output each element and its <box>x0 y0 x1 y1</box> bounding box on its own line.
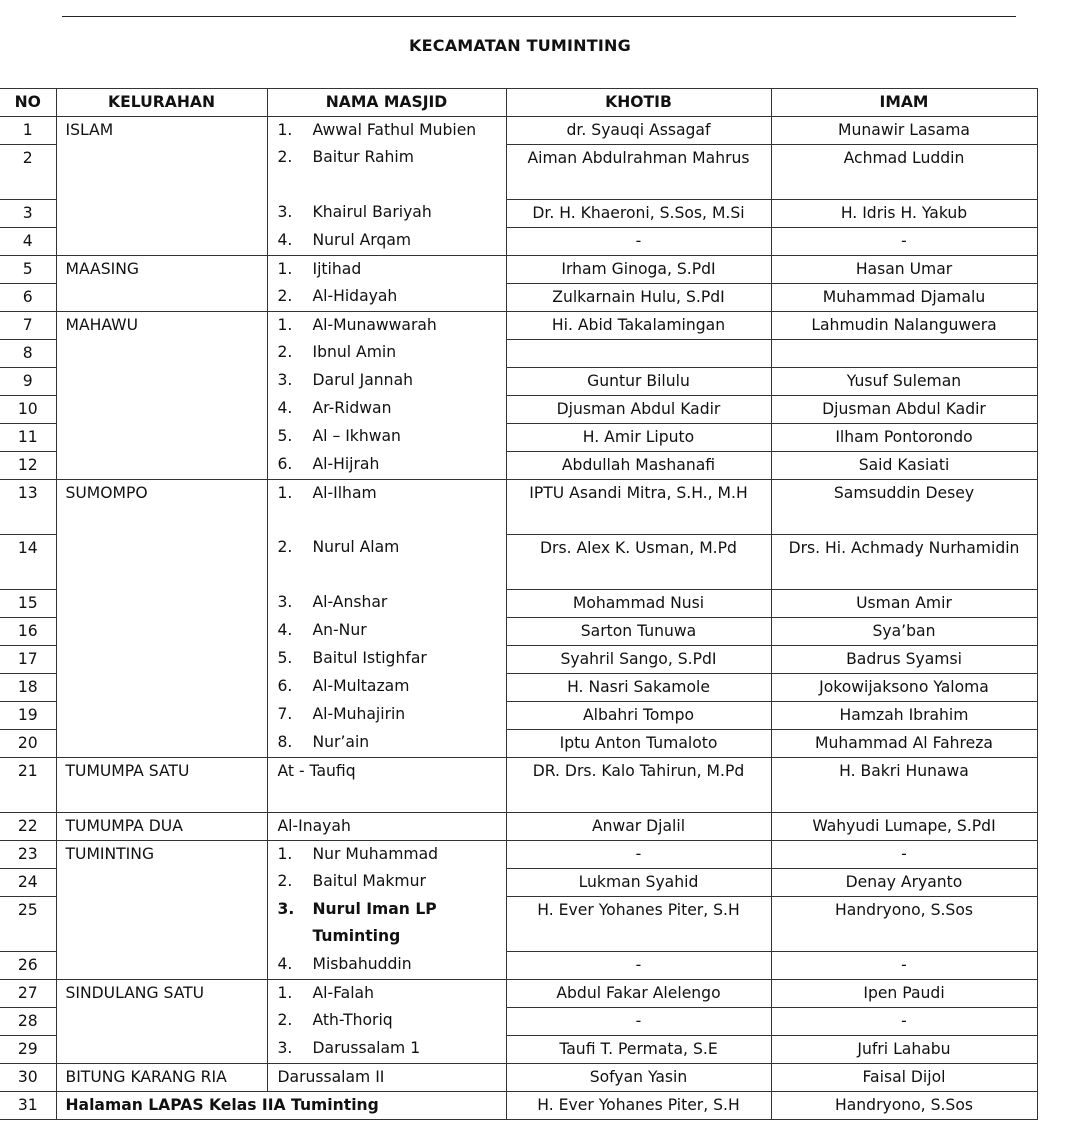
row-number: 3 <box>0 199 56 227</box>
masjid-cell <box>267 701 506 729</box>
masjid-number: 3. <box>277 900 295 918</box>
khotib-cell: Zulkarnain Hulu, S.PdI <box>506 283 771 311</box>
masjid-cell <box>267 951 506 979</box>
kelurahan-cell <box>56 896 267 951</box>
masjid-name: Darussalam II <box>277 1067 385 1086</box>
masjid-cell <box>267 199 506 227</box>
kelurahan-cell <box>56 283 267 311</box>
masjid-cell <box>267 1063 506 1091</box>
masjid-name: Al-Anshar <box>312 593 388 611</box>
row-number: 6 <box>0 283 56 311</box>
masjid-number: 3. <box>277 593 293 611</box>
kelurahan-cell: SINDULANG SATU <box>56 979 267 1007</box>
masjid-number: 2. <box>277 287 293 305</box>
table-row <box>0 1063 1037 1091</box>
masjid-cell <box>267 339 506 367</box>
masjid-name: Al-Multazam <box>312 677 410 695</box>
imam-cell: Muhammad Al Fahreza <box>771 729 1037 757</box>
masjid-cell <box>267 395 506 423</box>
table-row <box>0 227 1037 255</box>
masjid-cell <box>267 423 506 451</box>
kelurahan-cell: MAHAWU <box>56 311 267 339</box>
masjid-number: 6. <box>277 455 293 473</box>
masjid-cell <box>267 979 506 1007</box>
masjid-cell <box>267 534 506 589</box>
table-row <box>0 451 1037 479</box>
kelurahan-cell: SUMOMPO <box>56 479 267 534</box>
masjid-name: Nur’ain <box>312 733 370 751</box>
masjid-cell <box>267 116 506 144</box>
khotib-cell: Guntur Bilulu <box>506 367 771 395</box>
masjid-name: Nurul Alam <box>312 538 400 556</box>
masjid-name: Al – Ikhwan <box>312 427 401 445</box>
kelurahan-cell: TUMUMPA SATU <box>56 757 267 812</box>
imam-cell <box>771 339 1037 367</box>
imam-cell: Jufri Lahabu <box>771 1035 1037 1063</box>
masjid-cell <box>267 227 506 255</box>
imam-cell: Ilham Pontorondo <box>771 423 1037 451</box>
row-number: 30 <box>0 1063 56 1091</box>
row-number: 14 <box>0 534 56 589</box>
kelurahan-cell <box>56 868 267 896</box>
table-row <box>0 645 1037 673</box>
imam-cell: - <box>771 227 1037 255</box>
table-row <box>0 757 1037 812</box>
row-number: 13 <box>0 479 56 534</box>
kelurahan-cell <box>56 339 267 367</box>
table-row <box>0 283 1037 311</box>
masjid-name: Baitur Rahim <box>312 148 414 166</box>
imam-cell: Lahmudin Nalanguwera <box>771 311 1037 339</box>
header-nama-masjid: NAMA MASJID <box>267 89 506 117</box>
khotib-cell: Mohammad Nusi <box>506 589 771 617</box>
row-number: 21 <box>0 757 56 812</box>
khotib-cell: Albahri Tompo <box>506 701 771 729</box>
masjid-cell <box>267 311 506 339</box>
row-number: 17 <box>0 645 56 673</box>
imam-cell: Said Kasiati <box>771 451 1037 479</box>
masjid-number: 5. <box>277 649 293 667</box>
masjid-cell <box>267 812 506 840</box>
khotib-cell: Anwar Djalil <box>506 812 771 840</box>
khotib-cell: Hi. Abid Takalamingan <box>506 311 771 339</box>
masjid-name: Ijtihad <box>312 259 362 278</box>
masjid-cell <box>267 617 506 645</box>
kelurahan-cell <box>56 673 267 701</box>
table-body <box>0 116 1037 1119</box>
table-row <box>0 339 1037 367</box>
row-number: 8 <box>0 339 56 367</box>
khotib-cell: Syahril Sango, S.PdI <box>506 645 771 673</box>
khotib-cell: - <box>506 227 771 255</box>
table-row <box>0 367 1037 395</box>
masjid-cell <box>267 645 506 673</box>
khotib-cell: - <box>506 1007 771 1035</box>
row-number: 5 <box>0 255 56 283</box>
khotib-cell: Sofyan Yasin <box>506 1063 771 1091</box>
row-number: 7 <box>0 311 56 339</box>
masjid-cell <box>267 451 506 479</box>
row-number: 24 <box>0 868 56 896</box>
table-row <box>0 116 1037 144</box>
masjid-number: 3. <box>277 1039 293 1057</box>
khotib-cell: - <box>506 951 771 979</box>
imam-cell: H. Idris H. Yakub <box>771 199 1037 227</box>
khotib-cell: H. Nasri Sakamole <box>506 673 771 701</box>
masjid-number: 3. <box>277 203 293 221</box>
imam-cell: Muhammad Djamalu <box>771 283 1037 311</box>
masjid-name: Nurul Arqam <box>312 231 412 249</box>
kelurahan-cell <box>56 1035 267 1063</box>
masjid-name: Al-Falah <box>312 983 374 1002</box>
masjid-number: 3. <box>277 371 293 389</box>
masjid-cell <box>267 479 506 534</box>
table-header-row <box>0 89 1037 117</box>
masjid-number: 2. <box>277 343 293 361</box>
kelurahan-cell: TUMUMPA DUA <box>56 812 267 840</box>
imam-cell: Jokowijaksono Yaloma <box>771 673 1037 701</box>
masjid-name: Nur Muhammad <box>312 844 439 863</box>
khotib-cell: Abdullah Mashanafi <box>506 451 771 479</box>
masjid-number: 1. <box>277 120 293 139</box>
imam-cell: Ipen Paudi <box>771 979 1037 1007</box>
row-number: 4 <box>0 227 56 255</box>
row-number: 18 <box>0 673 56 701</box>
table-row <box>0 395 1037 423</box>
imam-cell: Achmad Luddin <box>771 144 1037 199</box>
kelurahan-cell <box>56 199 267 227</box>
kelurahan-cell <box>56 227 267 255</box>
masjid-number: 8. <box>277 733 293 751</box>
masjid-number: 5. <box>277 427 293 445</box>
masjid-number: 4. <box>277 955 293 973</box>
row-number: 31 <box>0 1091 56 1119</box>
table-row <box>0 199 1037 227</box>
table-row <box>0 951 1037 979</box>
khotib-cell: Lukman Syahid <box>506 868 771 896</box>
row-number: 19 <box>0 701 56 729</box>
masjid-name: Darussalam 1 <box>312 1039 421 1057</box>
masjid-number: 2. <box>277 1011 293 1029</box>
masjid-name: Al-Hijrah <box>312 455 380 473</box>
masjid-cell <box>267 757 506 812</box>
row-number: 16 <box>0 617 56 645</box>
imam-cell: Faisal Dijol <box>771 1063 1037 1091</box>
masjid-name: Al-Ilham <box>312 483 377 502</box>
masjid-number: 2. <box>277 148 293 166</box>
masjid-number: 4. <box>277 621 293 639</box>
row-number: 26 <box>0 951 56 979</box>
imam-cell: - <box>771 951 1037 979</box>
imam-cell: Djusman Abdul Kadir <box>771 395 1037 423</box>
kelurahan-cell <box>56 589 267 617</box>
khotib-cell: H. Amir Liputo <box>506 423 771 451</box>
masjid-name: Nurul Iman LP Tuminting <box>312 900 437 945</box>
masjid-name: Al-Muhajirin <box>312 705 406 723</box>
kelurahan-cell: Halaman LAPAS Kelas IIA Tuminting <box>56 1091 506 1119</box>
khotib-cell: Iptu Anton Tumaloto <box>506 729 771 757</box>
kelurahan-cell: MAASING <box>56 255 267 283</box>
masjid-number: 6. <box>277 677 293 695</box>
kelurahan-cell <box>56 951 267 979</box>
imam-cell: Hamzah Ibrahim <box>771 701 1037 729</box>
row-number: 15 <box>0 589 56 617</box>
header-kelurahan: KELURAHAN <box>56 89 267 117</box>
kelurahan-cell <box>56 645 267 673</box>
table-row <box>0 1035 1037 1063</box>
row-number: 28 <box>0 1007 56 1035</box>
row-number: 22 <box>0 812 56 840</box>
imam-cell: Wahyudi Lumape, S.PdI <box>771 812 1037 840</box>
masjid-number: 4. <box>277 231 293 249</box>
khotib-cell: Dr. H. Khaeroni, S.Sos, M.Si <box>506 199 771 227</box>
masjid-name: Darul Jannah <box>312 371 414 389</box>
kelurahan-cell <box>56 395 267 423</box>
table-row <box>0 729 1037 757</box>
row-number: 10 <box>0 395 56 423</box>
masjid-name: Khairul Bariyah <box>312 203 432 221</box>
masjid-cell <box>267 673 506 701</box>
masjid-name: Misbahuddin <box>312 955 412 973</box>
kelurahan-cell <box>56 144 267 199</box>
row-number: 27 <box>0 979 56 1007</box>
khotib-cell: Drs. Alex K. Usman, M.Pd <box>506 534 771 589</box>
imam-cell: Handryono, S.Sos <box>771 896 1037 951</box>
khotib-cell: Taufi T. Permata, S.E <box>506 1035 771 1063</box>
table-row <box>0 1091 1037 1119</box>
table-row <box>0 311 1037 339</box>
table-row <box>0 479 1037 534</box>
khotib-cell: H. Ever Yohanes Piter, S.H <box>506 896 771 951</box>
masjid-number: 4. <box>277 399 293 417</box>
top-rule <box>62 16 1016 17</box>
masjid-name: Al-Munawwarah <box>312 315 437 334</box>
kelurahan-cell <box>56 367 267 395</box>
header-no: NO <box>0 89 56 117</box>
khotib-cell: Irham Ginoga, S.PdI <box>506 255 771 283</box>
imam-cell: Handryono, S.Sos <box>771 1091 1037 1119</box>
masjid-name: Ibnul Amin <box>312 343 397 361</box>
kelurahan-cell: BITUNG KARANG RIA <box>56 1063 267 1091</box>
masjid-number: 1. <box>277 315 293 334</box>
row-number: 1 <box>0 116 56 144</box>
table-row <box>0 423 1037 451</box>
masjid-name: Al-Inayah <box>277 816 351 835</box>
kelurahan-cell: ISLAM <box>56 116 267 144</box>
kelurahan-cell <box>56 617 267 645</box>
kelurahan-cell: TUMINTING <box>56 840 267 868</box>
imam-cell: Munawir Lasama <box>771 116 1037 144</box>
kelurahan-cell <box>56 423 267 451</box>
masjid-cell <box>267 589 506 617</box>
imam-cell: Badrus Syamsi <box>771 645 1037 673</box>
row-number: 12 <box>0 451 56 479</box>
masjid-number: 2. <box>277 538 293 556</box>
masjid-cell <box>267 1035 506 1063</box>
imam-cell: Usman Amir <box>771 589 1037 617</box>
masjid-number: 1. <box>277 983 293 1002</box>
khotib-cell: Aiman Abdulrahman Mahrus <box>506 144 771 199</box>
row-number: 29 <box>0 1035 56 1063</box>
masjid-name: Baitul Istighfar <box>312 649 427 667</box>
table-row <box>0 868 1037 896</box>
page-title: KECAMATAN TUMINTING <box>409 36 631 55</box>
kelurahan-cell <box>56 451 267 479</box>
table-row <box>0 979 1037 1007</box>
table-row <box>0 840 1037 868</box>
mosque-table <box>0 88 1038 1120</box>
masjid-name: Ath-Thoriq <box>312 1011 393 1029</box>
khotib-cell: Djusman Abdul Kadir <box>506 395 771 423</box>
khotib-cell: Abdul Fakar Alelengo <box>506 979 771 1007</box>
masjid-cell <box>267 255 506 283</box>
khotib-cell: H. Ever Yohanes Piter, S.H <box>506 1091 771 1119</box>
masjid-number: 1. <box>277 844 293 863</box>
masjid-cell <box>267 144 506 199</box>
imam-cell: Sya’ban <box>771 617 1037 645</box>
row-number: 11 <box>0 423 56 451</box>
masjid-number: 1. <box>277 483 293 502</box>
masjid-name: At - Taufiq <box>277 761 356 780</box>
kelurahan-cell <box>56 1007 267 1035</box>
imam-cell: Samsuddin Desey <box>771 479 1037 534</box>
imam-cell: Yusuf Suleman <box>771 367 1037 395</box>
row-number: 25 <box>0 896 56 951</box>
masjid-name: Al-Hidayah <box>312 287 398 305</box>
masjid-name: Baitul Makmur <box>312 872 426 890</box>
imam-cell: Drs. Hi. Achmady Nurhamidin <box>771 534 1037 589</box>
header-imam: IMAM <box>771 89 1037 117</box>
table-row <box>0 812 1037 840</box>
masjid-cell <box>267 1007 506 1035</box>
header-khotib: KHOTIB <box>506 89 771 117</box>
table-row <box>0 589 1037 617</box>
masjid-number: 2. <box>277 872 293 890</box>
table-row <box>0 701 1037 729</box>
imam-cell: Denay Aryanto <box>771 868 1037 896</box>
masjid-name: An-Nur <box>312 621 367 639</box>
imam-cell: H. Bakri Hunawa <box>771 757 1037 812</box>
row-number: 20 <box>0 729 56 757</box>
table-row <box>0 1007 1037 1035</box>
masjid-cell <box>267 896 506 951</box>
table-row <box>0 617 1037 645</box>
khotib-cell: - <box>506 840 771 868</box>
masjid-cell <box>267 367 506 395</box>
imam-cell: Hasan Umar <box>771 255 1037 283</box>
masjid-cell <box>267 868 506 896</box>
kelurahan-cell <box>56 534 267 589</box>
masjid-cell <box>267 729 506 757</box>
table-row <box>0 144 1037 199</box>
table-row <box>0 896 1037 951</box>
row-number: 9 <box>0 367 56 395</box>
khotib-cell: dr. Syauqi Assagaf <box>506 116 771 144</box>
khotib-cell <box>506 339 771 367</box>
table-row <box>0 255 1037 283</box>
khotib-cell: Sarton Tunuwa <box>506 617 771 645</box>
imam-cell: - <box>771 1007 1037 1035</box>
kelurahan-cell <box>56 729 267 757</box>
khotib-cell: DR. Drs. Kalo Tahirun, M.Pd <box>506 757 771 812</box>
masjid-name: Ar-Ridwan <box>312 399 392 417</box>
row-number: 2 <box>0 144 56 199</box>
masjid-number: 7. <box>277 705 293 723</box>
masjid-number: 1. <box>277 259 293 278</box>
imam-cell: - <box>771 840 1037 868</box>
masjid-name: Awwal Fathul Mubien <box>312 120 477 139</box>
table-row <box>0 673 1037 701</box>
table-row <box>0 534 1037 589</box>
row-number: 23 <box>0 840 56 868</box>
masjid-cell <box>267 283 506 311</box>
masjid-cell <box>267 840 506 868</box>
khotib-cell: IPTU Asandi Mitra, S.H., M.H <box>506 479 771 534</box>
kelurahan-cell <box>56 701 267 729</box>
